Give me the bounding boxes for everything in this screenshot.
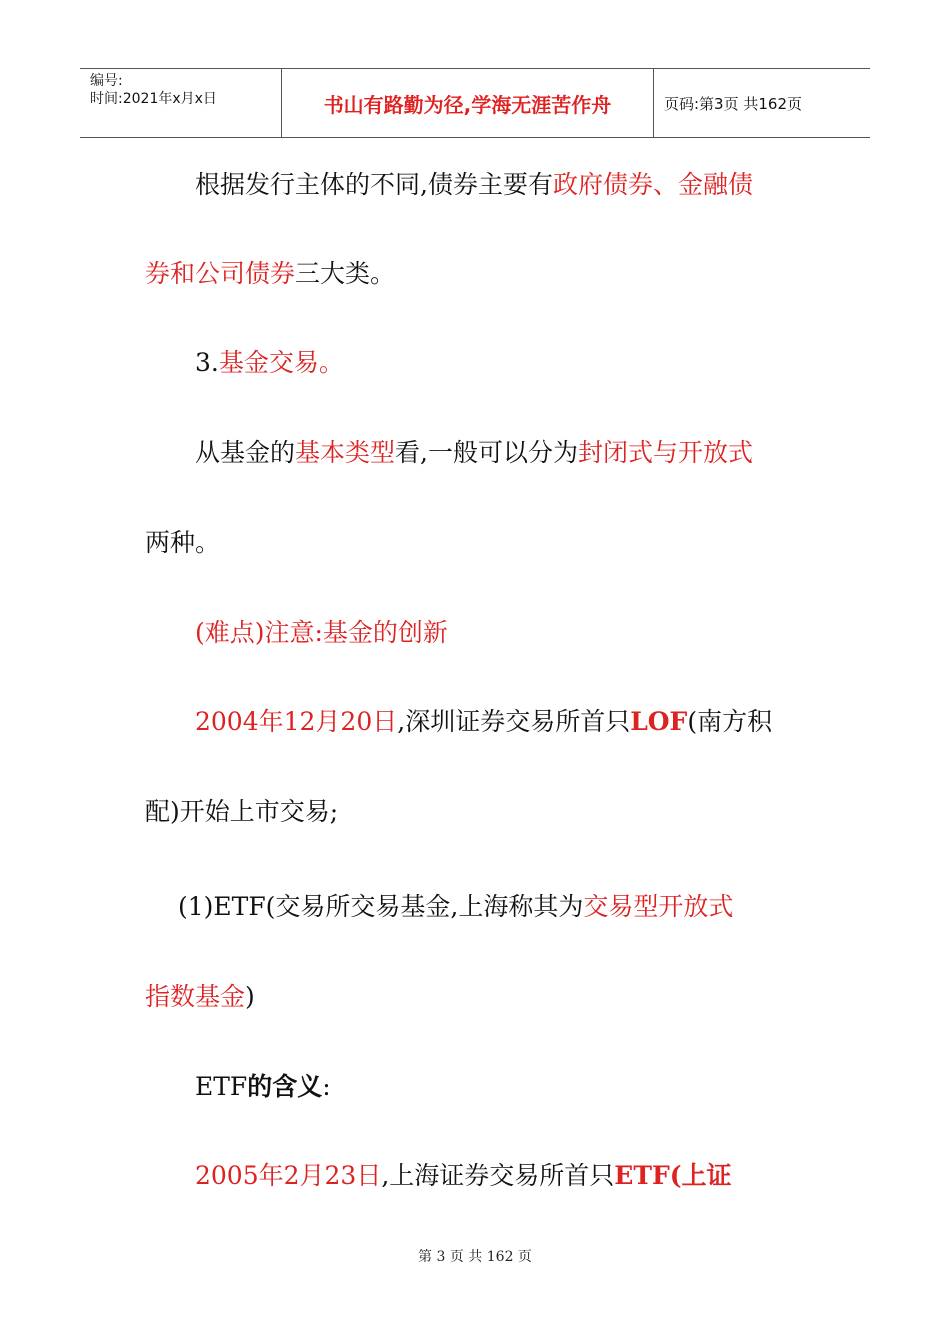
section-title: 基金交易。 xyxy=(218,348,344,377)
highlight-span: 政府债券、金融债 xyxy=(552,170,753,199)
paragraph-bond-types-cont xyxy=(145,257,395,291)
paragraph-fund-types-cont xyxy=(145,526,220,560)
highlight-span: 基本类型 xyxy=(295,438,396,467)
date-span: 2004年12月20日 xyxy=(195,707,398,736)
highlight-span: LOF xyxy=(630,707,688,736)
paragraph-lof xyxy=(195,705,772,739)
highlight-span: 券和公司债券 xyxy=(145,259,296,288)
text-span: 两种。 xyxy=(145,528,221,557)
text-span: ,深圳证券交易所首只 xyxy=(397,707,631,736)
text-span: (南方积 xyxy=(687,707,773,736)
text-span: (1)ETF(交易所交易基金,上海称其为 xyxy=(178,892,584,921)
etf-meaning-heading xyxy=(195,1070,331,1104)
highlight-span: 封闭式与开放式 xyxy=(577,438,753,467)
text-span: 配)开始上市交易; xyxy=(145,797,339,826)
paragraph-lof-cont xyxy=(145,795,338,829)
header-number-label: 编号: xyxy=(90,73,123,89)
highlight-span: 交易型开放式 xyxy=(583,892,734,921)
page-header xyxy=(80,68,870,138)
highlight-span: (难点)注意:基金的创新 xyxy=(195,618,448,647)
header-meta xyxy=(80,69,282,137)
text-span: : xyxy=(322,1072,331,1101)
date-span: 2005年2月23日 xyxy=(195,1161,382,1190)
paragraph-bond-types xyxy=(195,168,753,202)
header-motto: 书山有路勤为径,学海无涯苦作舟 xyxy=(282,69,654,137)
paragraph-etf-def xyxy=(178,890,733,924)
note-difficulty xyxy=(195,616,448,650)
text-span: ,上海证券交易所首只 xyxy=(381,1161,615,1190)
text-span: 看,一般可以分为 xyxy=(395,438,578,467)
paragraph-etf-def-cont xyxy=(145,980,255,1014)
paragraph-etf-listing xyxy=(195,1159,732,1193)
highlight-span: ETF(上证 xyxy=(614,1161,732,1190)
section-fund-trading xyxy=(195,346,344,380)
text-span: 三大类。 xyxy=(295,259,396,288)
paragraph-fund-types xyxy=(195,436,753,470)
highlight-span: 指数基金 xyxy=(145,982,246,1011)
page-footer: 第 3 页 共 162 页 xyxy=(418,1249,532,1265)
header-time-label: 时间:2021年x月x日 xyxy=(90,91,217,107)
header-page-info: 页码:第3页 共162页 xyxy=(664,94,802,113)
text-span: 从基金的 xyxy=(195,438,296,467)
text-span: ETF xyxy=(195,1072,248,1101)
text-span: ) xyxy=(245,982,255,1011)
section-number: 3. xyxy=(195,348,219,377)
bold-span: 的含义 xyxy=(247,1072,323,1101)
text-span: 根据发行主体的不同,债券主要有 xyxy=(195,170,553,199)
